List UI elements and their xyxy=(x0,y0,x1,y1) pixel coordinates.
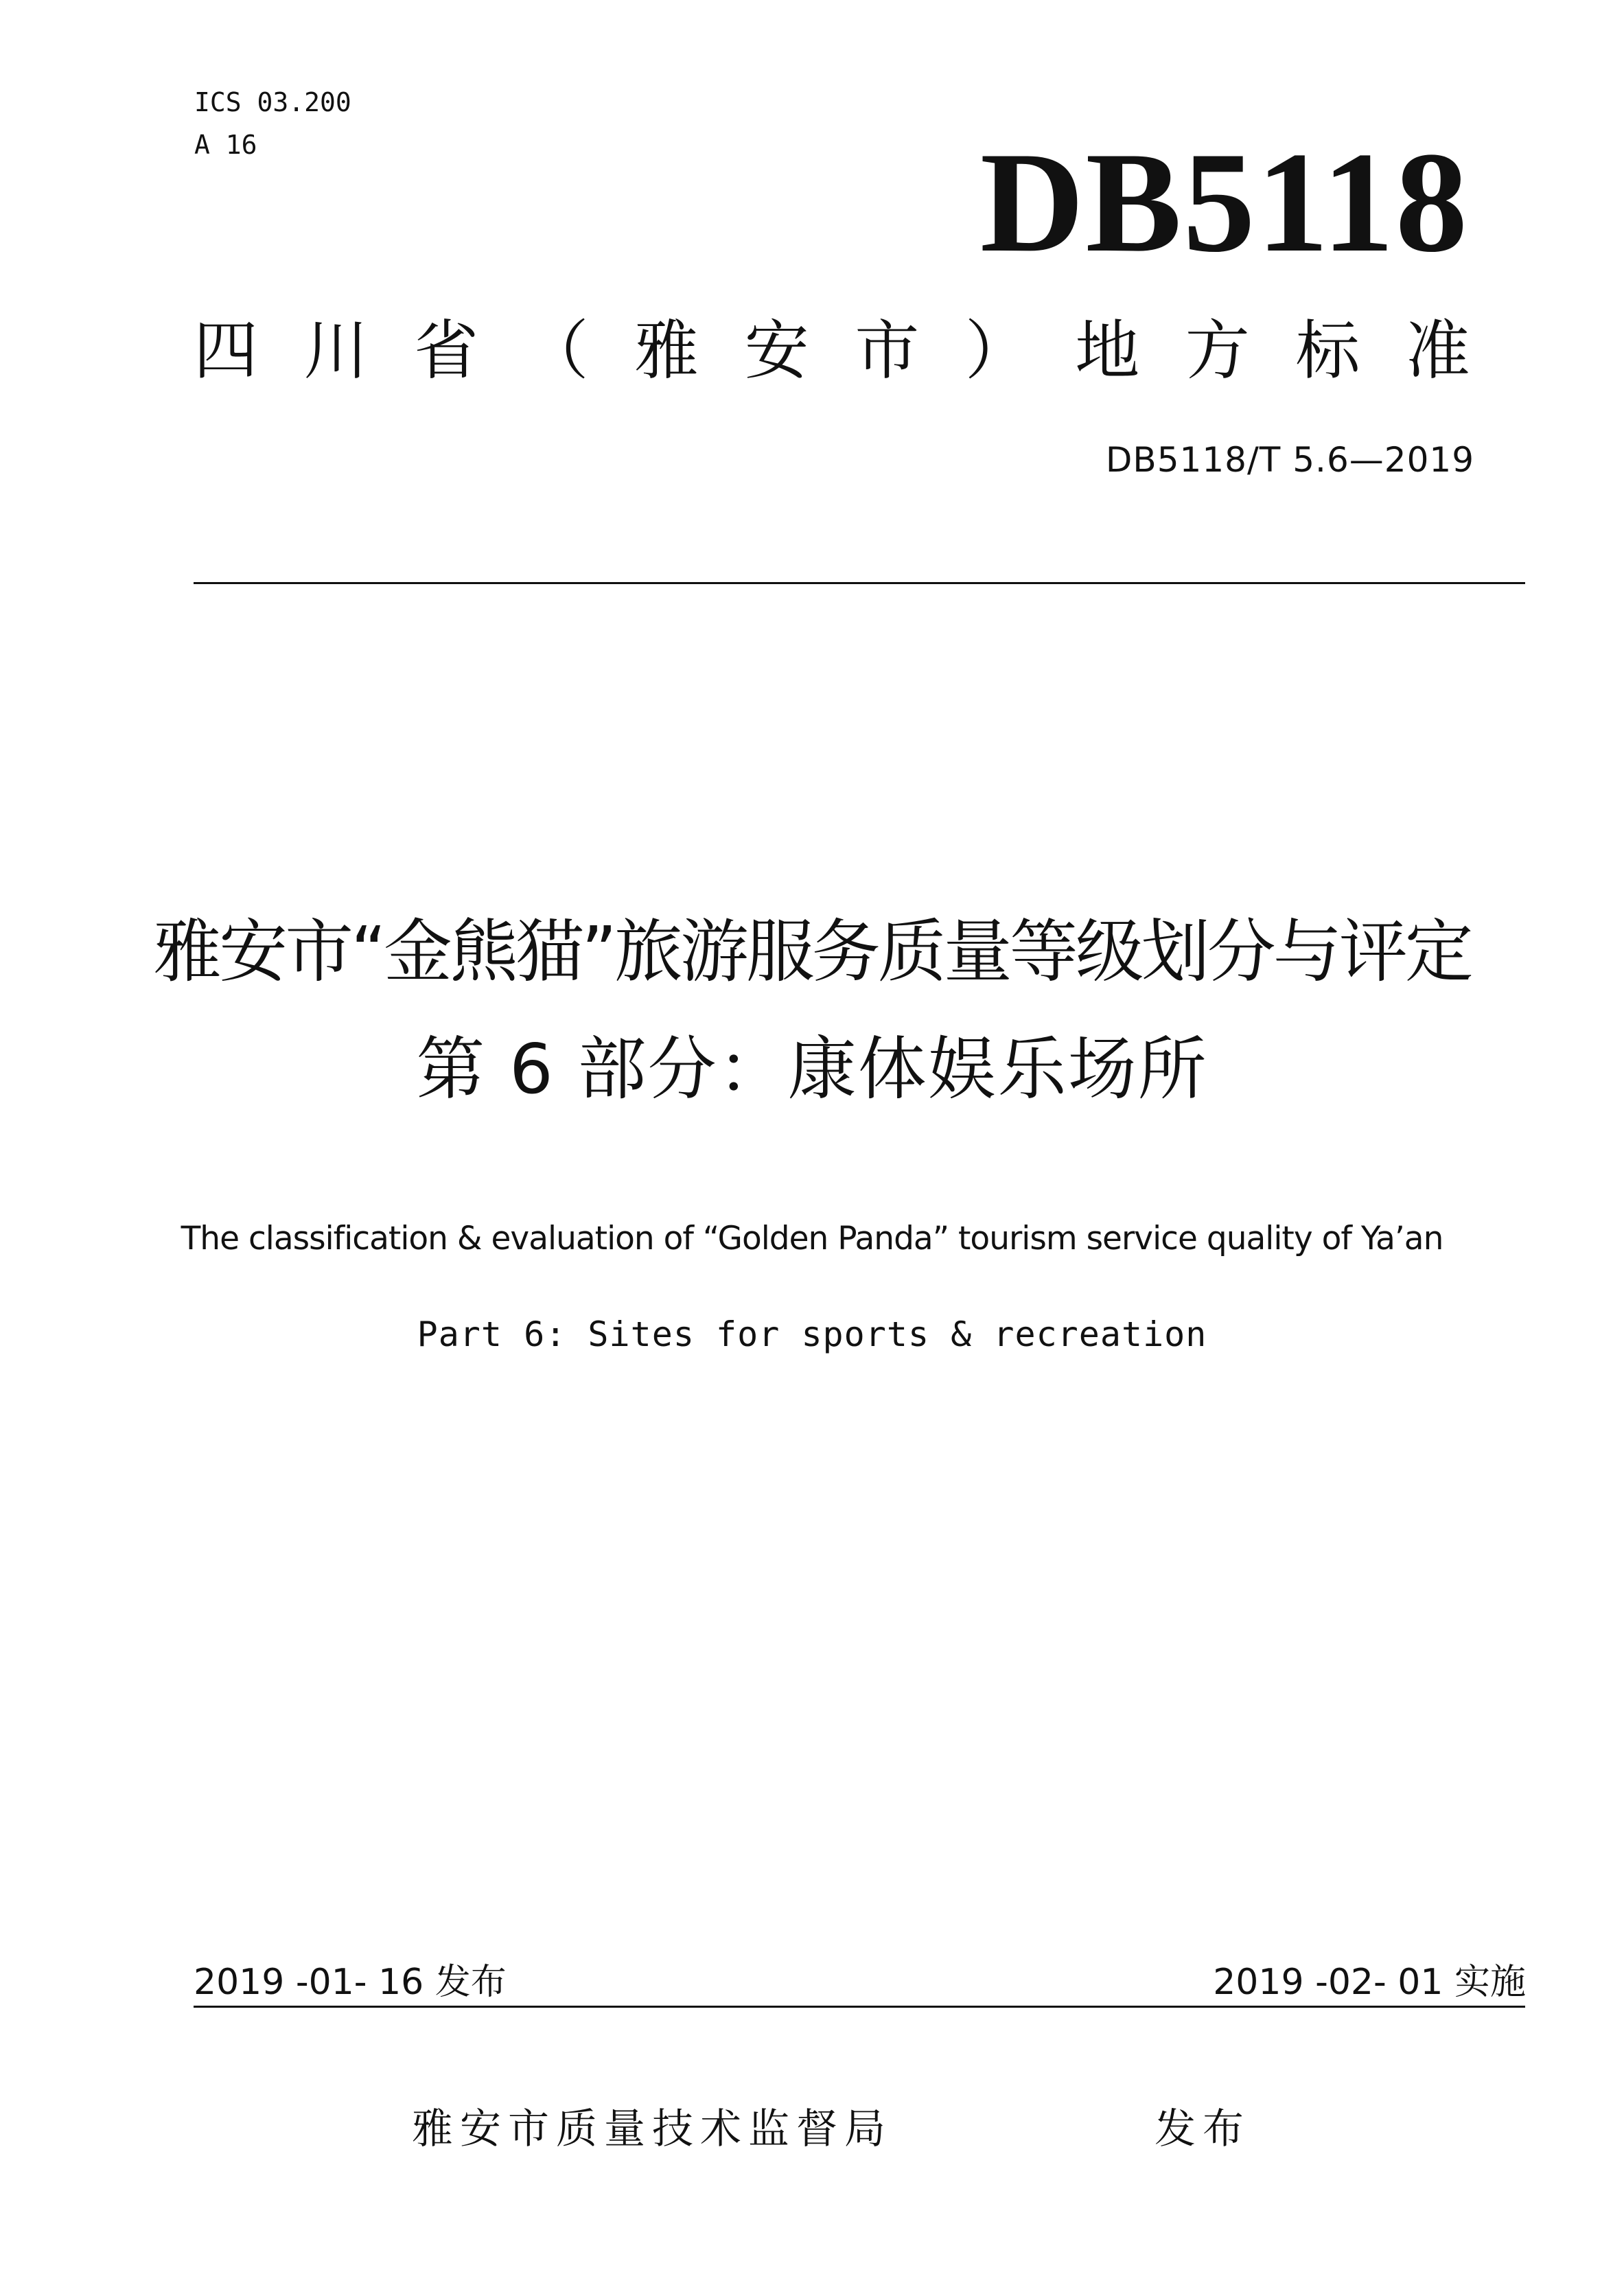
standard-code: DB5118/T 5.6—2019 xyxy=(1105,440,1474,480)
document-subtitle: 第 6 部分：康体娱乐场所 xyxy=(416,1029,1208,1109)
standard-type-char: 川 xyxy=(303,314,369,389)
implementation-date: 2019 -02- 01 实施 xyxy=(1213,1962,1526,2003)
ccs-code: A 16 xyxy=(194,130,257,160)
standard-logo: DB5118 xyxy=(979,123,1469,282)
standard-type-char: 准 xyxy=(1405,314,1470,389)
standard-type-char: 方 xyxy=(1185,314,1250,389)
standard-type-char: 省 xyxy=(414,314,479,389)
ics-code: ICS 03.200 xyxy=(194,87,351,117)
standard-type-char: ） xyxy=(964,314,1030,389)
standard-type-char: 安 xyxy=(744,314,809,389)
standard-type-char: 标 xyxy=(1295,314,1360,389)
standard-type-heading xyxy=(194,310,1470,393)
release-date: 2019 -01- 16 发布 xyxy=(194,1962,507,2003)
standard-type-char: 四 xyxy=(194,314,259,389)
classification-codes xyxy=(194,81,351,166)
english-title: The classification & evaluation of “Golden Panda” tourism service quality of Ya’an xyxy=(181,1220,1443,1257)
standard-type-char: （ xyxy=(524,314,589,389)
footer-divider xyxy=(194,2006,1525,2008)
standard-type-char: 地 xyxy=(1075,314,1140,389)
standard-type-char: 市 xyxy=(855,314,920,389)
english-subtitle: Part 6: Sites for sports & recreation xyxy=(417,1314,1207,1354)
issuing-authority: 雅安市质量技术监督局 xyxy=(412,2105,892,2153)
issue-label: 发布 xyxy=(1155,2105,1251,2153)
document-title: 雅安市“金熊猫”旅游服务质量等级划分与评定 xyxy=(153,912,1471,992)
header-divider xyxy=(194,582,1525,584)
standard-type-char: 雅 xyxy=(634,314,699,389)
